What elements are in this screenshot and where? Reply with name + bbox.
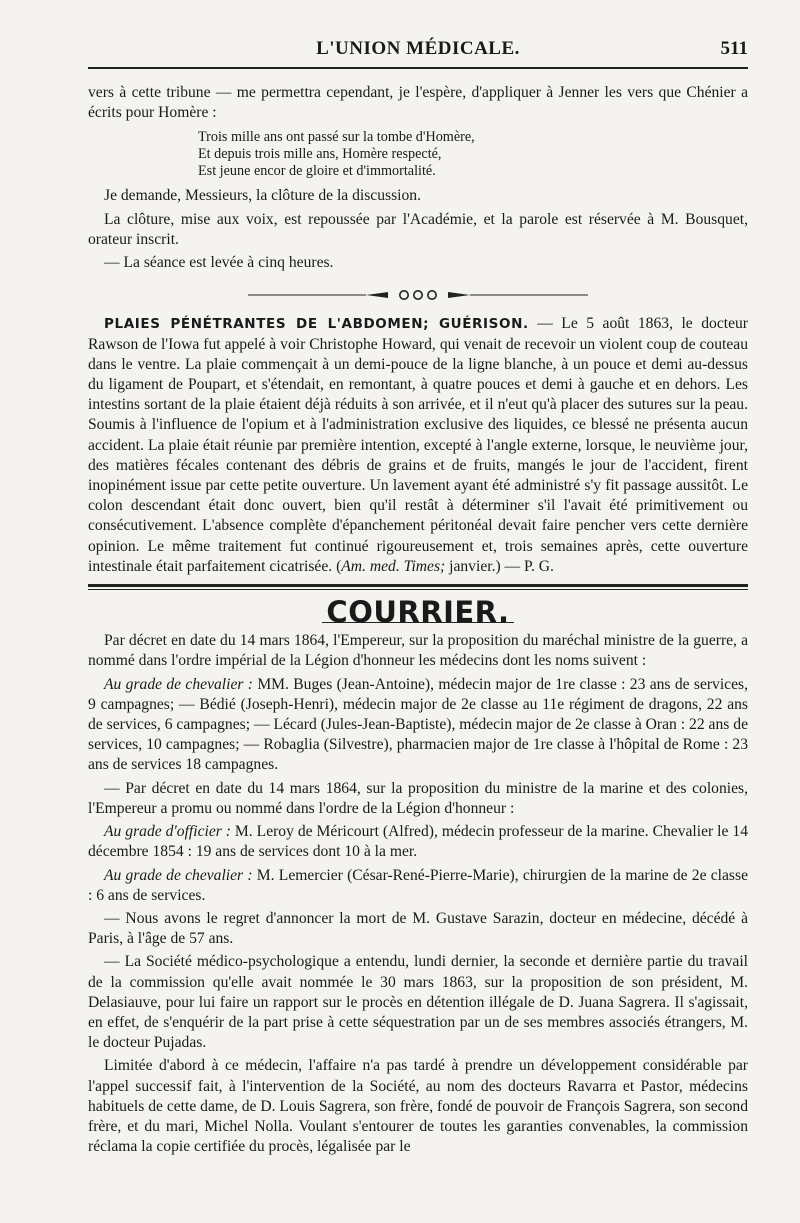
courrier-societe: — La Société médico-psychologique a entendu, lundi dernier, la seconde et dernière partie du travail de la commission qu'elle avait nommée le 30 mars 1863, sur la proposition de son président, M. Delasiauve, pour lui faire un rapport sur le procès en détention illégale de D. Juana Sagrera. Il s'agissait, en effet, de s'enquérir de la part prise à cette séquestration par un de ses membres associés étrangers, M. le docteur Pujadas. xyxy=(88,953,748,1052)
verse-line: Est jeune encor de gloire et d'immortalité. xyxy=(198,163,436,180)
verse-line: Et depuis trois mille ans, Homère respecté, xyxy=(198,146,442,163)
courrier-affaire: Limitée d'abord à ce médecin, l'affaire n'a pas tardé à prendre un développement considérable par l'appel successif fait, à l'intervention de la Société, au nom des docteurs Ravarra et Pastor, médecins habituels de cette dame, de D. Louis Sagrera, son frère, fondé de pouvoir de François Sagrera, son second frère, et du mari, Michel Nolla. Voulant s'entourer de toutes les garanties convenables, la commission réclama la copie certifiée du procès, légalisée par le xyxy=(88,1057,748,1156)
courrier-heading xyxy=(88,595,748,630)
grade-label: Au grade de chevalier : xyxy=(104,675,253,693)
grade-text: M. Leroy de Méricourt (Alfred), médecin professeur de la marine. Chevalier le 14 décembre 1854 : 19 ans de services dont 10 à la mer. xyxy=(88,823,748,861)
grade-label: Au grade de chevalier : xyxy=(104,866,253,884)
plaies-body: — Le 5 août 1863, le docteur Rawson de l'Iowa fut appelé à voir Christophe Howard, qui venait de recevoir un violent coup de couteau dans le ventre. La plaie commençait à un demi-pouce de la ligne blanche, à un pouce et demi au-dessus du ligament de Poupart, et s'étendait, en remontant, à quatre pouces et demi à gauche et en dehors. Les intestins sortant de la plaie étaient déjà réduits à son arrivée, et il n'eut qu'à placer des sutures sur la peau. Soumis à l'influence de l'opium et à l'administration exclusive des liquides, ce blessé ne présenta aucun accident. La plaie était réunie par première intention, excepté à l'angle externe, lorsque, le neuvième jour, des matières fécales contenant des débris de grains et de fruits, mangés le jour de l'accident, firent inopinément issue par cette petite ouverture. Un lavement ayant été administré s'y fit passage aussitôt. Le colon descendant était donc ouvert, bien qu'il restât à déterminer s'il l'avait été primitivement ou consécutivement. L'absence complète d'épanchement péritonéal devait faire pencher vers cette dernière opinion. Le même traitement fut continué rigoureusement et, trois semaines après, cette ouverture intestinale était parfaitement cicatrisée. ( xyxy=(88,315,748,575)
page-body xyxy=(88,83,748,1157)
courrier-obituary: — Nous avons le regret d'annoncer la mort de M. Gustave Sarazin, docteur en médecine, décédé à Paris, à l'âge de 57 ans. xyxy=(88,909,748,948)
courrier-decree-marine: — Par décret en date du 14 mars 1864, sur la proposition du ministre de la marine et des colonies, l'Empereur a promu ou nommé dans l'ordre de la Légion d'honneur : xyxy=(88,779,748,817)
grade-text: MM. Buges (Jean-Antoine), médecin major de 1re classe : 23 ans de services, 9 campagnes; — Bédié (Joseph-Henri), médecin major de 2e classe au 11e régiment de dragons, 22 ans de services, 6 campagnes; — Lécard (Jules-Jean-Baptiste), médecin major de 2e classe à Oran : 22 ans de services, 10 campagnes; — Robaglia (Silvestre), pharmacien major de 1re classe à l'hôpital de Rome : 23 ans de services 18 campagnes. xyxy=(88,675,748,774)
page-number: 511 xyxy=(720,38,748,59)
grade-label: Au grade d'officier : xyxy=(104,823,231,841)
verse-line: Trois mille ans ont passé sur la tombe d'Homère, xyxy=(198,129,475,146)
discourse-intro: vers à cette tribune — me permettra cependant, je l'espère, d'appliquer à Jenner les vers que Chénier a écrits pour Homère : xyxy=(88,84,748,122)
plaies-source: Am. med. Times; xyxy=(341,557,446,575)
plaies-title: PLAIES PÉNÉTRANTES DE L'ABDOMEN; GUÉRISON. xyxy=(104,316,529,333)
section-ornament xyxy=(88,284,748,304)
courrier-officier-marine xyxy=(88,822,748,862)
journal-title: L'UNION MÉDICALE. xyxy=(316,38,520,59)
running-header xyxy=(88,38,748,66)
verse-quote xyxy=(198,129,748,180)
header-rule xyxy=(88,67,748,69)
courrier-chevalier-marine xyxy=(88,866,748,906)
ornament-rule-icon xyxy=(248,289,588,301)
section-double-rule xyxy=(88,584,748,590)
grade-text: M. Lemercier (César-René-Pierre-Marie), chirurgien de la marine de 2e classe : 6 ans de services. xyxy=(88,866,748,904)
courrier-title: COURRIER. xyxy=(322,602,513,623)
courrier-chevaliers-war xyxy=(88,675,748,776)
discourse-adjourn: — La séance est levée à cinq heures. xyxy=(104,254,334,272)
discourse-closure-request: Je demande, Messieurs, la clôture de la discussion. xyxy=(104,187,421,205)
discourse-vote: La clôture, mise aux voix, est repoussée par l'Académie, et la parole est réservée à M. Bousquet, orateur inscrit. xyxy=(88,210,748,248)
plaies-article xyxy=(88,314,748,577)
plaies-tail: janvier.) — P. G. xyxy=(445,557,554,575)
courrier-decree-war: Par décret en date du 14 mars 1864, l'Empereur, sur la proposition du maréchal ministre de la guerre, a nommé dans l'ordre impérial de la Légion d'honneur les médecins dont les noms suivent : xyxy=(88,632,748,670)
